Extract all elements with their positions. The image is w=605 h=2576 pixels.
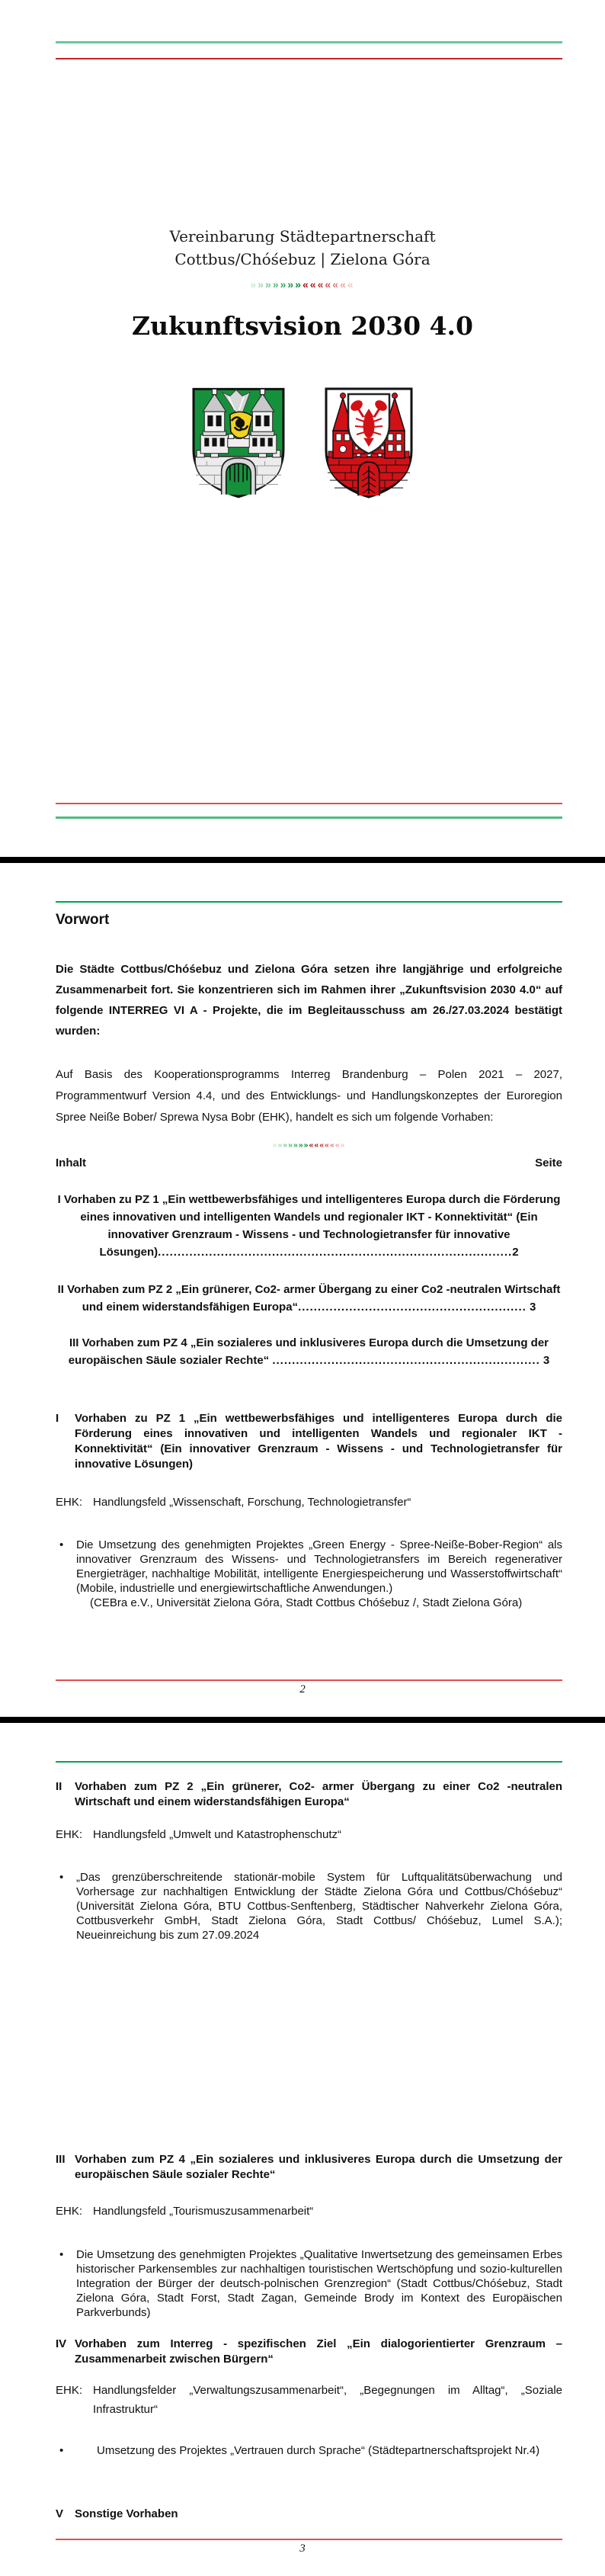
section-1-bullet-text [76, 1538, 562, 1610]
section-5-heading [56, 2507, 562, 2522]
cover-subtitle-line1: Vereinbarung Städtepartnerschaft [169, 227, 436, 245]
page2-footer-rule [56, 1679, 562, 1681]
toc-entry-3-text: III Vorhaben zum PZ 4 „Ein sozialeres und inklusiveres Europa durch die Umsetzung der europäischen Säule sozialer Rechte“ [68, 1336, 549, 1367]
section-1-title: Vorhaben zu PZ 1 „Ein wettbewerbsfähiges und intelligenteres Europa durch die Förderung eines innovativen und intelligenten Wandels und regionaler IKT - Konnektivität“ (Ein innovativer Grenzraum - Wissens - und Technologietransfer für innovative Lösungen) [75, 1412, 562, 1471]
page3-footer-rule [56, 2539, 562, 2540]
coat-of-arms-row [0, 387, 605, 499]
toc-entry-2-text: II Vorhaben zum PZ 2 „Ein grünerer, Co2- armer Übergang zu einer Co2 -neutralen Wirtschaft und einem widerstandsfähigen Europa“ [57, 1283, 561, 1314]
ehk-label: EHK: [56, 2205, 83, 2218]
section-2-bullet [56, 1870, 562, 1942]
section-4-numeral: IV [56, 2337, 67, 2350]
cover-page [0, 0, 605, 857]
page-2 [0, 863, 605, 1717]
ehk-text: Handlungsfeld „Umwelt und Katastrophenschutz“ [93, 1828, 342, 1841]
section-3-numeral: III [56, 2153, 66, 2166]
cover-bottom-green-rule [56, 816, 562, 819]
ehk-label: EHK: [56, 2384, 83, 2397]
toc-entry-2 [56, 1281, 562, 1316]
intro-paragraph: Auf Basis des Kooperationsprogramms Interreg Brandenburg – Polen 2021 – 2027, Programmentwurf Version 4.4, und des Entwicklungs- und Handlungskonzeptes der Euroregion Spree Neiße Bober/ Sprewa Nysa Bobr (EHK), handelt es sich um folgende Vorhaben: [56, 1068, 562, 1124]
cover-subtitle [0, 225, 605, 271]
zielona-gora-coat-of-arms-icon [191, 387, 286, 499]
page-separator [0, 857, 605, 863]
toc-page-label: Seite [535, 1156, 562, 1169]
page2-number: 2 [299, 1683, 306, 1695]
section-3-bullet-text: Die Umsetzung des genehmigten Projektes „Qualitative Inwertsetzung des gemeinsamen Erbes historischer Parkensembles zur nachhaltigen touristischen Wertschöpfung und sozio-kulturellen Integration der Bürger der deutsch-polnischen Grenzregion“ (Stadt Cottbus/Chóśebuz, Stadt Zielona Góra, Stadt Forst, Stadt Zagan, Gemeinde Brody im Kontext des Europäischen Parkverbunds) [76, 2248, 562, 2319]
bullet-icon: • [59, 2248, 64, 2261]
ehk-text: Handlungsfelder „Verwaltungszusammenarbeit“, „Begegnungen im Alltag“, „Soziale Infrastruktur“ [93, 2384, 562, 2416]
page-separator [0, 1717, 605, 1723]
section-2-bullet-text: „Das grenzüberschreitende stationär-mobile System für Luftqualitätsüberwachung und Vorhersage zur nachhaltigen Entwicklung der Städte Zielona Góra und Cottbus/Chóśebuz“ (Universität Zielona Góra, BTU Cottbus-Senftenberg, Städtischer Nahverkehr Zielona Góra, Cottbusverkehr GmbH, Stadt Zielona Góra, Stadt Cottbus/ Chóśebuz, Lumel S.A.); Neueinreichung bis zum 27.09.2024 [76, 1871, 562, 1942]
toc-label: Inhalt [56, 1156, 86, 1169]
section-5-title: Sonstige Vorhaben [75, 2507, 178, 2520]
intro-bold-paragraph: Die Städte Cottbus/Chóśebuz und Zielona Góra setzen ihre langjährige und erfolgreiche Zusammenarbeit fort. Sie konzentrieren sich im Rahmen ihrer „Zukunftsvision 2030 4.0“ auf folgende INTERREG VI A - Projekte, die im Begleitausschuss am 26./27.03.2024 bestätigt wurden: [56, 963, 562, 1038]
section-4-bullet-text: Umsetzung des Projektes „Vertrauen durch Sprache“ (Städtepartnerschaftsprojekt Nr.4) [97, 2444, 540, 2457]
cover-top-red-rule [56, 58, 562, 59]
section-5-numeral: V [56, 2507, 64, 2520]
section-2-ehk [56, 1825, 562, 1844]
section-4-title: Vorhaben zum Interreg - spezifischen Ziel „Ein dialogorientierter Grenzraum – Zusammenarbeit zwischen Bürgern“ [75, 2337, 562, 2366]
section-1-bullet [56, 1538, 562, 1610]
section-2-numeral: II [56, 1780, 62, 1793]
section-3-bullet [56, 2247, 562, 2320]
toc-entry-1-dots: .......................................................................................... [158, 1246, 513, 1259]
section-1-bullet-note: (CEBra e.V., Universität Zielona Góra, Stadt Cottbus Chóśebuz /, Stadt Zielona Góra) [90, 1596, 523, 1609]
section-3-heading [56, 2152, 562, 2183]
page3-number: 3 [299, 2542, 306, 2555]
cottbus-coat-of-arms-icon [324, 387, 414, 499]
section-4-bullet [56, 2443, 562, 2458]
chevron-divider-small-icon: »»»»»»»««««««« [272, 1140, 346, 1150]
toc-entry-1-page: 2 [512, 1246, 519, 1259]
section-1-bullet-body: Die Umsetzung des genehmigten Projektes „Green Energy - Spree-Neiße-Bober-Region“ als innovativer Grenzraum des Wissens- und Technologietransfers im Bereich regenerativer Energieträger, nachhaltige Mobilität, intelligente Energiespeicherung und Wasserstoffwirtschaft“ (Mobile, industrielle und energiewirtschaftliche Anwendungen.) [76, 1538, 562, 1595]
ehk-label: EHK: [56, 1828, 83, 1841]
toc-header [56, 1156, 562, 1169]
toc-entry-1 [56, 1191, 562, 1261]
section-2-title: Vorhaben zum PZ 2 „Ein grünerer, Co2- armer Übergang zu einer Co2 -neutralen Wirtschaft und einem widerstandsfähigen Europa“ [75, 1780, 562, 1808]
section-4-ehk [56, 2381, 562, 2419]
toc-entry-2-page: 3 [529, 1301, 536, 1314]
section-1-ehk [56, 1493, 562, 1512]
cover-title: Zukunftsvision 2030 4.0 [131, 311, 473, 341]
cover-top-green-rule [56, 41, 562, 43]
section-1-numeral: I [56, 1412, 59, 1425]
section-2-heading [56, 1779, 562, 1810]
toc-entry-1-text: I Vorhaben zu PZ 1 „Ein wettbewerbsfähiges und intelligenteres Europa durch die Förderung eines innovativen und intelligenten Wandels und regionaler IKT - Konnektivität“ (Ein innovativer Grenzraum - Wissens - und Technologietransfer für innovative Lösungen) [57, 1193, 561, 1259]
vorwort-heading: Vorwort [56, 912, 110, 928]
bullet-icon: • [59, 1871, 64, 1884]
ehk-text: Handlungsfeld „Wissenschaft, Forschung, Technologietransfer“ [93, 1496, 411, 1509]
ehk-label: EHK: [56, 1496, 83, 1509]
toc-entry-3-dots: .................................................................... [272, 1354, 540, 1367]
chevron-divider-icon: »»»»»»»««««««« [250, 278, 355, 290]
cover-bottom-red-rule [56, 803, 562, 804]
bullet-icon: • [59, 2444, 64, 2457]
section-3-ehk [56, 2202, 562, 2221]
page-3 [0, 1723, 605, 2576]
toc-entry-2-dots: .......................................................... [298, 1301, 527, 1314]
toc-entry-3 [56, 1334, 562, 1369]
ehk-text: Handlungsfeld „Tourismuszusammenarbeit“ [93, 2205, 314, 2218]
section-3-title: Vorhaben zum PZ 4 „Ein sozialeres und inklusiveres Europa durch die Umsetzung der europäischen Säule sozialer Rechte“ [75, 2153, 562, 2181]
cover-subtitle-line2: Cottbus/Chóśebuz | Zielona Góra [174, 250, 431, 268]
section-4-heading [56, 2337, 562, 2367]
bullet-icon: • [59, 1538, 64, 1551]
section-1-heading [56, 1411, 562, 1472]
toc-entry-3-page: 3 [543, 1354, 550, 1367]
